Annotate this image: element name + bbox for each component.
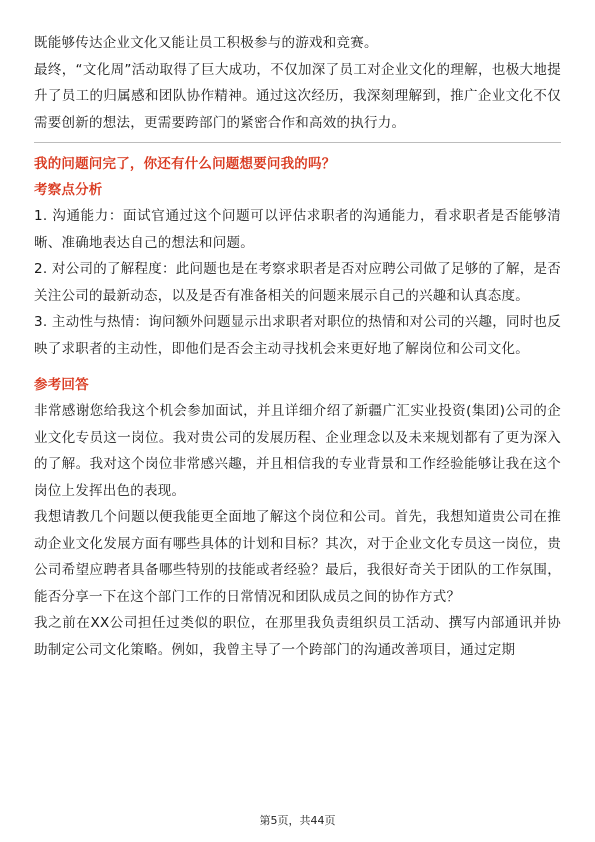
reference-heading: 参考回答 <box>34 377 89 393</box>
page-footer: 第5页，共44页 <box>259 814 336 827</box>
document-page <box>34 30 561 663</box>
reference-paragraph-2: 我想请教几个问题以便我能更全面地了解这个岗位和公司。首先，我想知道贵公司在推动企业文化发展方面有哪些具体的计划和目标？其次，对于企业文化专员这一岗位，贵公司希望应聘者具备哪些特别的技能或者经验？最后，我很好奇关于团队的工作氛围，能否分享一下在这个部门工作的日常情况和团队成员之间的协作方式？ <box>34 509 561 605</box>
analysis-item-1: 1. 沟通能力：面试官通过这个问题可以评估求职者的沟通能力，看求职者是否能够清晰、准确地表达自己的想法和问题。 <box>34 208 561 251</box>
interview-question: 我的问题问完了，你还有什么问题想要问我的吗？ <box>34 156 336 172</box>
intro-paragraph-2: 最终，“文化周”活动取得了巨大成功，不仅加深了员工对企业文化的理解，也极大地提升了员工的归属感和团队协作精神。通过这次经历，我深刻理解到，推广企业文化不仅需要创新的想法，更需要跨部门的紧密合作和高效的执行力。 <box>34 61 561 131</box>
reference-paragraph-1: 非常感谢您给我这个机会参加面试，并且详细介绍了新疆广汇实业投资(集团)公司的企业文化专员这一岗位。我对贵公司的发展历程、企业理念以及未来规划都有了更为深入的了解。我对这个岗位非常感兴趣，并且相信我的专业背景和工作经验能够让我在这个岗位上发挥出色的表现。 <box>34 403 561 499</box>
analysis-heading: 考察点分析 <box>34 182 103 198</box>
analysis-item-2: 2. 对公司的了解程度：此问题也是在考察求职者是否对应聘公司做了足够的了解，是否关注公司的最新动态，以及是否有准备相关的问题来展示自己的兴趣和认真态度。 <box>34 261 561 304</box>
section-gap <box>34 362 561 372</box>
reference-paragraph-3: 我之前在XX公司担任过类似的职位，在那里我负责组织员工活动、撰写内部通讯并协助制定公司文化策略。例如，我曾主导了一个跨部门的沟通改善项目，通过定期 <box>34 615 561 658</box>
analysis-item-3: 3. 主动性与热情：询问额外问题显示出求职者对职位的热情和对公司的兴趣，同时也反映了求职者的主动性，即他们是否会主动寻找机会来更好地了解岗位和公司文化。 <box>34 314 561 357</box>
intro-paragraph-1: 既能够传达企业文化又能让员工积极参与的游戏和竞赛。 <box>34 35 378 51</box>
section-divider <box>34 142 561 143</box>
